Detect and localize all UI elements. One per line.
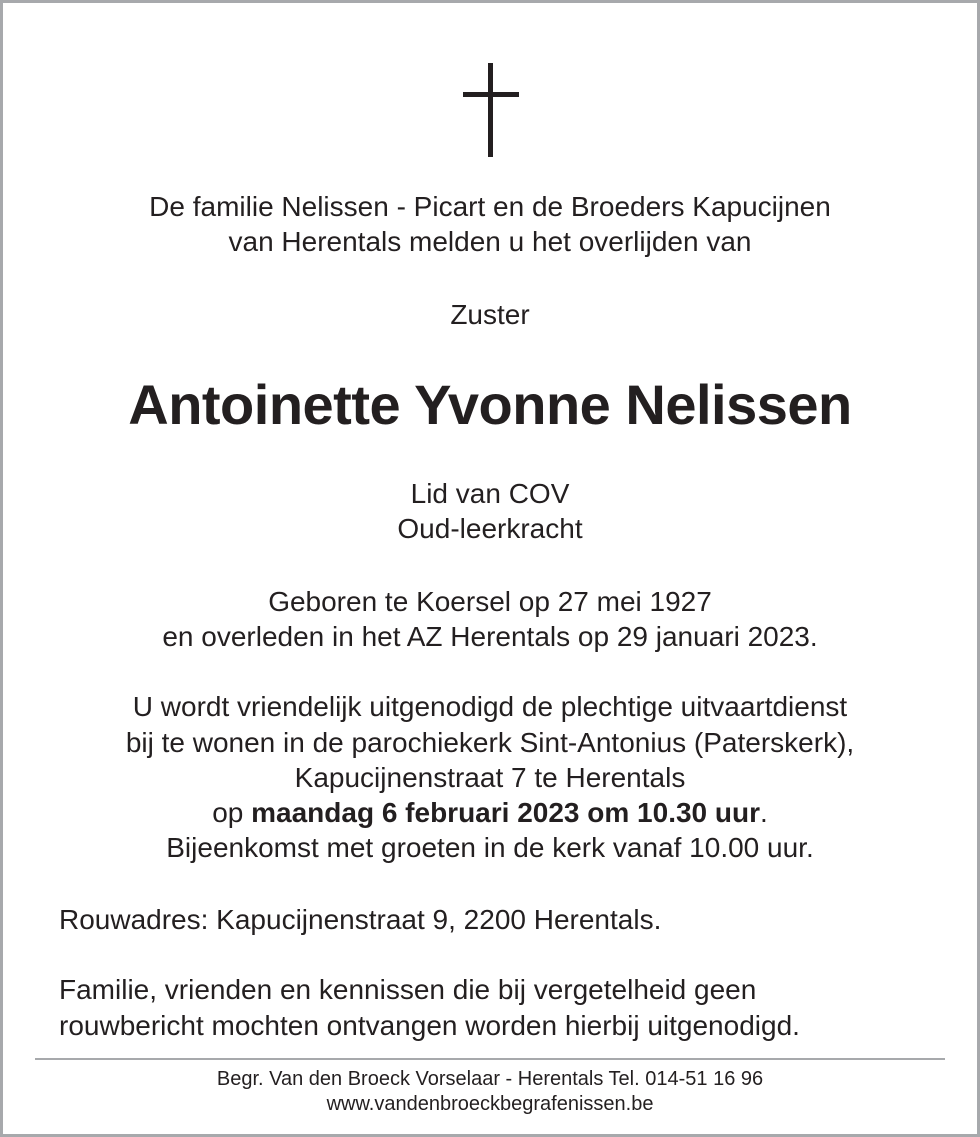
service-line-5: Bijeenkomst met groeten in de kerk vanaf 10.00 uur. <box>166 832 814 863</box>
header-line-1: De familie Nelissen - Picart en de Broeders Kapucijnen <box>149 191 831 222</box>
service-line-3: Kapucijnenstraat 7 te Herentals <box>294 762 686 793</box>
invitation-line-1: Familie, vrienden en kennissen die bij vergetelheid geen <box>59 974 757 1005</box>
header-line-2: van Herentals melden u het overlijden van <box>228 226 752 257</box>
service-line-2: bij te wonen in de parochiekerk Sint-Antonius (Paterskerk), <box>125 727 855 758</box>
invitation-line-2: rouwbericht mochten ontvangen worden hierbij uitgenodigd. <box>59 1010 800 1041</box>
role-1: Lid van COV <box>410 478 570 509</box>
birth-line: Geboren te Koersel op 27 mei 1927 <box>268 586 712 617</box>
service-line-4 <box>0 796 980 830</box>
service-date: maandag 6 februari 2023 om 10.30 uur <box>251 797 761 828</box>
mourning-address: Rouwadres: Kapucijnenstraat 9, 2200 Herentals. <box>59 904 662 935</box>
death-line: en overleden in het AZ Herentals op 29 januari 2023. <box>162 621 818 652</box>
cross-icon <box>463 63 519 157</box>
footer-divider <box>35 1058 945 1060</box>
funeral-home: Begr. Van den Broeck Vorselaar - Herentals Tel. 014-51 16 96 <box>216 1068 764 1090</box>
service-date-suffix: . <box>760 797 768 828</box>
title: Zuster <box>450 299 530 330</box>
role-2: Oud-leerkracht <box>397 513 583 544</box>
service-date-prefix: op <box>212 797 252 828</box>
service-line-1: U wordt vriendelijk uitgenodigd de plechtige uitvaartdienst <box>132 691 848 722</box>
deceased-name: Antoinette Yvonne Nelissen <box>128 373 852 436</box>
funeral-home-website: www.vandenbroeckbegrafenissen.be <box>326 1093 654 1115</box>
